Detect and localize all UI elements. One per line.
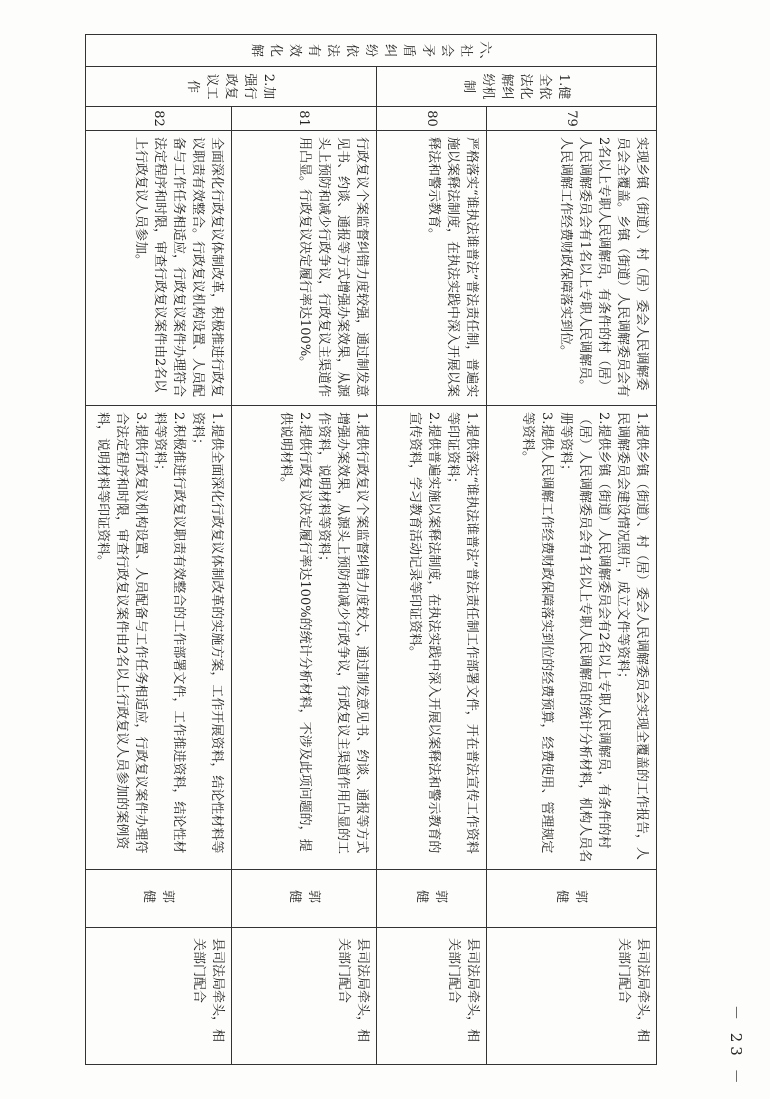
table-row [377, 35, 487, 1065]
evidence-cell [377, 406, 487, 870]
task-cell: 实现乡镇（街道）、村（居）委会人民调解委员会全覆盖。乡镇（街道）人民调解委员会有2名以上专职人民调解员，有条件的村（居）人民调解委员会有1名以上专职人民调解员。人民调解工作经费财政保障落实到位。 [487, 131, 657, 406]
owner-cell: 郭 健 [487, 870, 657, 928]
dept-cell: 县司法局牵头，相关部门配合 [232, 928, 377, 1065]
assessment-table [85, 34, 657, 1065]
evidence-item: 2.积极推进行政复议职责有效整合的工作部署文件，工作推进资料，结论性材料等资料； [152, 412, 186, 854]
subcategory-cell: 2.加强行政复议工作 [86, 67, 377, 107]
owner-cell: 郭 健 [232, 870, 377, 928]
dept-cell: 县司法局牵头，相关部门配合 [86, 928, 232, 1065]
evidence-cell [232, 406, 377, 870]
evidence-item: 1.提供行政复议个案监督纠错力度较大，通过制发意见书、约谈、通报等方式增强办案效果，从源头上预防和减少行政争议，行政复议主渠道作用凸显的工作资料，说明材料等资料； [316, 412, 369, 855]
task-cell: 严格落实“谁执法谁普法”普法责任制，普遍实施以案释法制度，在执法实践中深入开展以案释法和警示教育。 [377, 131, 487, 406]
category-label: 社会矛盾纠纷依法有效化解 [249, 43, 474, 57]
dept-cell: 县司法局牵头，相关部门配合 [487, 928, 657, 1065]
category-cell [86, 35, 657, 67]
evidence-cell [487, 406, 657, 870]
evidence-item: 1.提供乡镇（街道）、村（居）委会人民调解委员会实现全覆盖的工作报告，人民调解委员会建设情况照片，成立文件等资料； [615, 412, 649, 860]
evidence-item: 3.提供人民调解工作经费财政保障落实到位的经费预算，经费使用、管理规定等资料。 [520, 412, 554, 854]
evidence-item: 2.提供乡镇（街道）人民调解委员会有2名以上专职人民调解员，有条件的村（居）人民调解委员会有1名以上专职人民调解员的统计分析材料，机构人员名册等资料； [558, 412, 611, 863]
evidence-item: 1.提供全面深化行政复议体制改革的实施方案，工作开展资料，结论性材料等资料； [190, 412, 224, 854]
page-number: － 23 － [727, 1005, 745, 1088]
owner-cell: 郭 健 [377, 870, 487, 928]
row-number: 79 [487, 107, 657, 131]
evidence-item: 3.提供行政复议机构设置、人员配备与工作任务相适应，行政复议案件办理符合法定程序和时限，审查行政复议案件由2名以上行政复议人员参加的案例资料，说明材料等印证资料。 [95, 412, 148, 854]
evidence-item: 1.提供落实“谁执法谁普法”普法责任制工作部署文件，开在普法宣传工作资料等印证资料； [445, 412, 479, 854]
row-number: 80 [377, 107, 487, 131]
task-cell: 全面深化行政复议体制改革，积极推进行政复议职责有效整合。行政复议机构设置、人员配备与工作任务相适应，行政复议案件办理符合法定程序和时限，审查行政复议案件由2名以上行政复议人员参加。 [86, 131, 232, 406]
evidence-item: 2.提供行政复议决定履行率达100%的统计分析材料，不涉及此项问题的，提供说明材料。 [278, 412, 312, 852]
task-cell: 行政复议个案监督纠错力度较强，通过制发意见书、约谈、通报等方式增强办案效果，从源头上预防和减少行政争议，行政复议主渠道作用凸显。行政复议决定履行率达100%。 [232, 131, 377, 406]
evidence-item: 2.提供普遍实施以案释法制度，在执法实践中深入开展以案释法和警示教育的宣传资料，学习教育活动记录等印证资料。 [407, 412, 441, 854]
owner-cell: 郭 健 [86, 870, 232, 928]
table-row [232, 35, 377, 1065]
category-num: 六、 [477, 41, 493, 68]
row-number: 82 [86, 107, 232, 131]
table-row [86, 35, 232, 1065]
dept-cell: 县司法局牵头，相关部门配合 [377, 928, 487, 1065]
subcategory-cell: 1.健全依法化解纠纷机制 [377, 67, 657, 107]
row-number: 81 [232, 107, 377, 131]
table-row [487, 35, 657, 1065]
evidence-cell [86, 406, 232, 870]
